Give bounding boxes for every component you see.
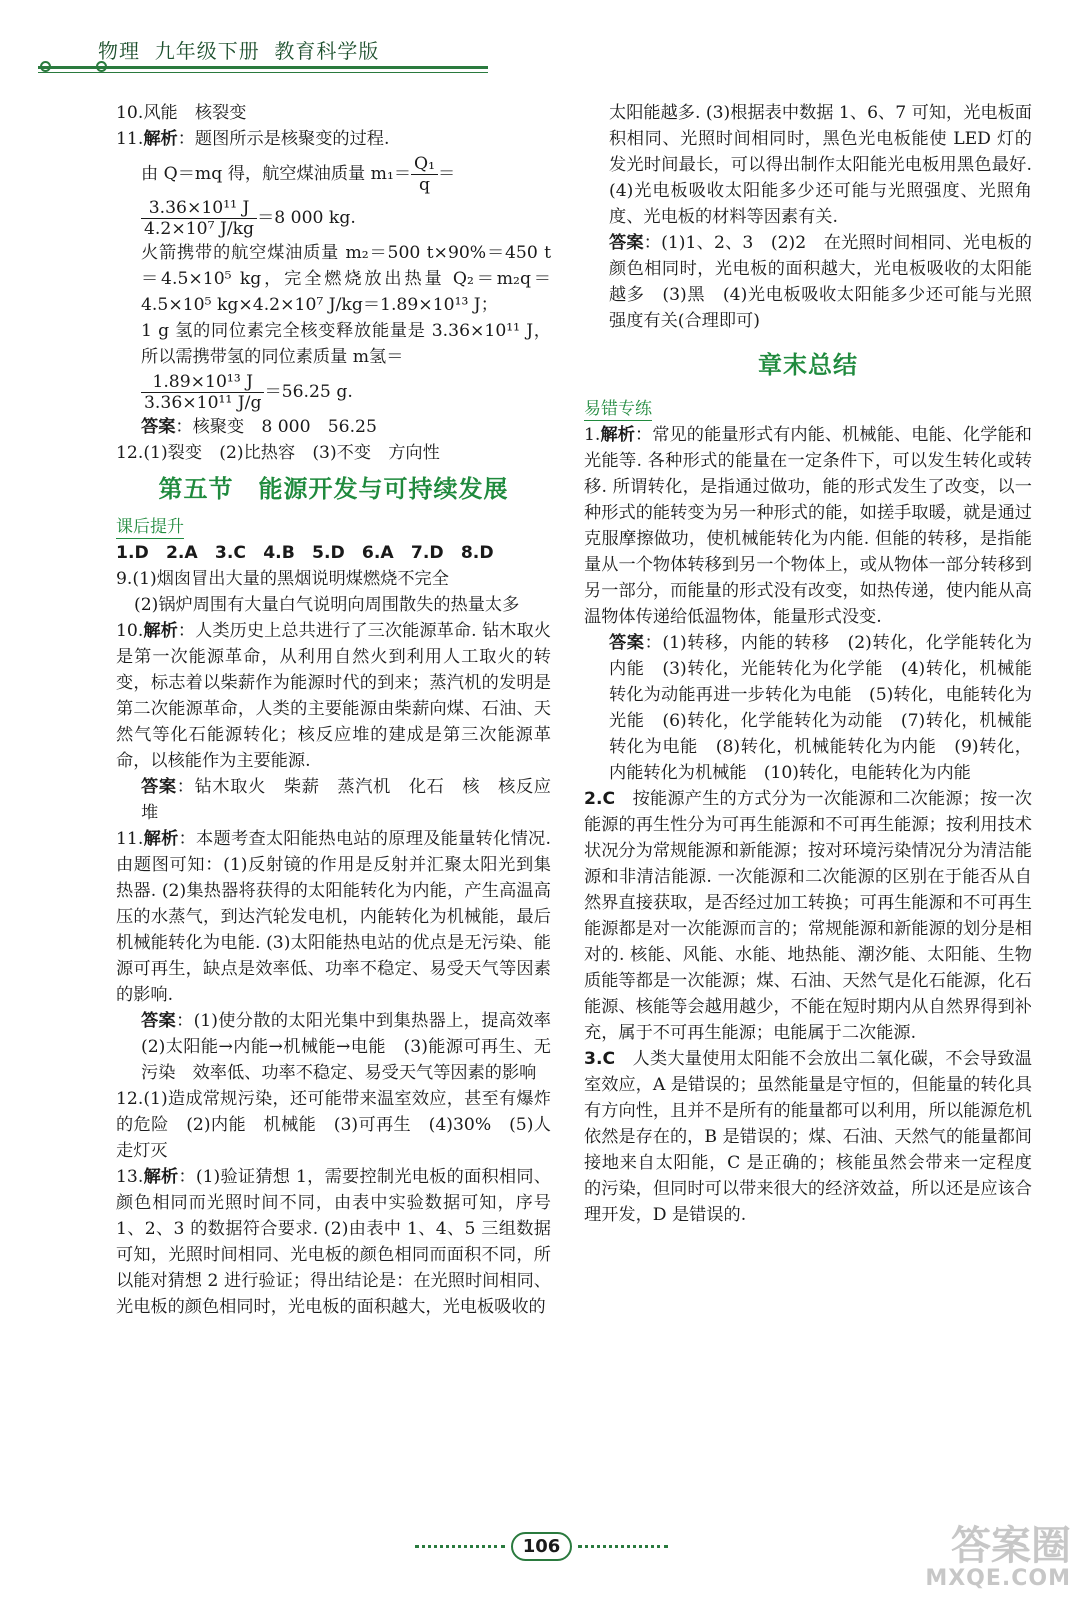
analysis-text: ：题图所示是核聚变的过程. [177, 129, 390, 149]
question-number: 10. [116, 621, 144, 641]
formula-text: ＝8 000 kg. [257, 208, 356, 228]
formula-text: ＝56.25 g. [264, 382, 353, 402]
answer-line [116, 774, 551, 826]
question-number: 13. [116, 1167, 144, 1187]
answer-text: ：(1)转移，内能的转移 (2)转化，化学能转化为内能 (3)转化，光能转化为化学能 (4)转化，机械能转化为动能再进一步转化为电能 (5)转化，电能转化为光能 (6)转化，化学能转化为动能 (7)转化，机械能转化为电能 (8)转化，机械能转化为内能 (9)转化，内能转化为机械能 (10)转化，电能转化为内能 [609, 633, 1032, 783]
watermark-text: 答案圈 [951, 1523, 1071, 1569]
question-number: 11. [116, 129, 144, 149]
answer-text: ：核聚变 8 000 56.25 [175, 417, 377, 437]
analysis-label: 解析 [143, 1167, 179, 1187]
answer-line [584, 230, 1032, 334]
choice-label: 3.C [584, 1049, 616, 1069]
answer-label: 答案 [609, 633, 645, 653]
running-header [38, 32, 498, 82]
analysis-text: ：常见的能量形式有内能、机械能、电能、化学能和光能等. 各种形式的能量在一定条件下，可以发生转化或转移. 所谓转化，是指通过做功，能的形式发生了改变，以一种形式的能转变为另一种形式的能，如搓手取暖，就是通过克服摩擦做功，使机械能转化为内能. 但能的转移，是指能量从一个物体转移到另一个物体上，或从物体一部分转移到另一部分，而能量的形式没有改变，如热传递，使内能从高温物体传递给低温物体，能量形式没变. [584, 425, 1032, 627]
answer-q9-2: (2)锅炉周围有大量白气说明向周围散失的热量太多 [134, 595, 520, 615]
answer-line [584, 630, 1032, 786]
formula-line [116, 152, 551, 196]
fraction-numerator: 1.89×10¹³ J [141, 372, 264, 393]
answer-q13 [116, 1164, 551, 1320]
answer-q10: 10.风能 核裂变 [116, 103, 247, 123]
right-column [584, 100, 1032, 1228]
header-title: 物理 九年级下册 教育科学版 [98, 39, 380, 63]
answer-q12: 12.(1)裂变 (2)比热容 (3)不变 方向性 [116, 443, 440, 463]
error-q1 [584, 422, 1032, 630]
question-number: 11. [116, 829, 144, 849]
analysis-label: 解析 [143, 829, 179, 849]
answer-q12b: 12.(1)造成常规污染，还可能带来温室效应，甚至有爆炸的危险 (2)内能 机械能 (3)可再生 (4)30% (5)人走灯灭 [116, 1089, 551, 1161]
analysis-text: 太阳能越多. (3)根据表中数据 1、6、7 可知，光电板面积相同、光照时间相同时，黑色光电板能使 LED 灯的发光时间最长，可以得出制作太阳能光电板用黑色最好. (4)光电板吸收太阳能多少还可能与光照强度、光照角度、光电板的材料等因素有关. [609, 103, 1032, 227]
fraction-denominator: q [419, 175, 431, 195]
subhead-errors: 易错专练 [584, 399, 652, 419]
answer-q11 [116, 126, 551, 152]
fraction-denominator: 3.36×10¹¹ J/g [144, 393, 262, 413]
formula-line [116, 370, 551, 414]
header-rule-thin [38, 72, 488, 73]
watermark-url: MXQE.COM [925, 1566, 1071, 1591]
answer-label: 答案 [141, 417, 176, 437]
analysis-label: 解析 [143, 129, 178, 149]
choice-answers: 1.D 2.A 3.C 4.B 5.D 6.A 7.D 8.D [116, 543, 494, 563]
answer-line [116, 414, 551, 440]
subhead-after-class: 课后提升 [116, 517, 184, 537]
answer-q9-1: 9.(1)烟囱冒出大量的黑烟说明煤燃烧不完全 [116, 569, 449, 589]
analysis-label: 解析 [600, 425, 636, 445]
fraction-denominator: 4.2×10⁷ J/kg [144, 219, 255, 239]
chapter-summary-title: 章末总结 [758, 351, 858, 379]
analysis-text: 1 g 氢的同位素完全核变释放能量是 3.36×10¹¹ J，所以需携带氢的同位素质量 m氢＝ [141, 321, 551, 367]
analysis-label: 解析 [143, 621, 178, 641]
answer-label: 答案 [141, 777, 177, 797]
answer-text: ：钻木取火 柴薪 蒸汽机 化石 核 核反应堆 [141, 777, 551, 823]
fraction-numerator: 3.36×10¹¹ J [141, 198, 257, 219]
answer-q10b [116, 618, 551, 774]
fraction [141, 372, 264, 413]
watermark-logo [911, 1524, 1071, 1590]
answer-text: ：(1)1、2、3 (2)2 在光照时间相同、光电板的颜色相同时，光电板的面积越大，光电板吸收的太阳能越多 (3)黑 (4)光电板吸收太阳能多少还可能与光照强度有关(合理即可) [609, 233, 1032, 331]
choice-label: 2.C [584, 789, 616, 809]
question-number: 1. [584, 425, 601, 445]
answer-line [116, 1008, 569, 1086]
error-q2 [584, 786, 1032, 1046]
section-title: 第五节 能源开发与可持续发展 [158, 475, 509, 503]
header-rule [38, 66, 488, 69]
analysis-text: 按能源产生的方式分为一次能源和二次能源；按一次能源的再生性分为可再生能源和不可再生能源；按利用技术状况分为常规能源和新能源；按对环境污染情况分为清洁能源和非清洁能源. 一次能源和二次能源的区别在于能否从自然界直接获取，是否经过加工转换；可再生能源和不可再生能源都是对一次能源而言的；常规能源和新能源的划分是相对的. 核能、风能、水能、地热能、潮汐能、太阳能、生物质能等都是一次能源；煤、石油、天然气是化石能源，化石能源、核能等会越用越少，不能在短时期内从自然界得到补充，属于不可再生能源；电能属于二次能源. [584, 789, 1032, 1043]
formula-line [116, 196, 551, 240]
fraction-numerator: Q₁ [411, 154, 438, 175]
page-number: 106 [511, 1532, 573, 1561]
fraction [141, 198, 257, 239]
answer-label: 答案 [141, 1011, 177, 1031]
answer-label: 答案 [609, 233, 644, 253]
footer-dots [415, 1545, 505, 1548]
answer-text: ：(1)使分散的太阳光集中到集热器上，提高效率 (2)太阳能→内能→机械能→电能 (3)能源可再生、无污染 效率低、功率不稳定、易受天气等因素的影响 [141, 1011, 569, 1083]
analysis-text: ：人类历史上总共进行了三次能源革命. 钻木取火是第一次能源革命，从利用自然火到利用人工取火的转变，标志着以柴薪作为能源时代的到来；蒸汽机的发明是第二次能源革命，人类的主要能源由柴薪向煤、石油、天然气等化石能源转化；核反应堆的建成是第三次能源革命，以核能作为主要能源. [116, 621, 551, 771]
footer-dots [578, 1545, 668, 1548]
answer-q11b [116, 826, 551, 1008]
analysis-text: ：(1)验证猜想 1，需要控制光电板的面积相同、颜色相同而光照时间不同，由表中实验数据可知，序号 1、2、3 的数据符合要求. (2)由表中 1、4、5 三组数据可知，光照时间相同、光电板的颜色相同而面积不同，所以能对猜想 2 进行验证；得出结论是：在光照时间相同、光电板的颜色相同时，光电板的面积越大，光电板吸收的 [116, 1167, 551, 1317]
error-q3 [584, 1046, 1032, 1228]
analysis-text: 火箭携带的航空煤油质量 m₂＝500 t×90%＝450 t＝4.5×10⁵ kg，完全燃烧放出热量 Q₂＝m₂q＝4.5×10⁵ kg×4.2×10⁷ J/kg＝1.89×10¹³ J； [141, 243, 551, 315]
fraction [411, 154, 438, 195]
analysis-text: 人类大量使用太阳能不会放出二氧化碳，不会导致温室效应，A 是错误的；虽然能量是守恒的，但能量的转化具有方向性，且并不是所有的能量都可以利用，所以能源危机依然是存在的，B 是错误的；煤、石油、天然气的能量都间接地来自太阳能，C 是正确的；核能虽然会带来一定程度的污染，但同时可以带来很大的经济效益，所以还是应该合理开发，D 是错误的. [584, 1049, 1032, 1225]
formula-text: ＝ [438, 164, 456, 184]
left-column [116, 100, 569, 1320]
analysis-text: ：本题考查太阳能热电站的原理及能量转化情况. 由题图可知：(1)反射镜的作用是反射并汇聚太阳光到集热器. (2)集热器将获得的太阳能转化为内能，产生高温高压的水蒸气，到达汽轮发电机，内能转化为机械能，最后机械能转化为电能. (3)太阳能热电站的优点是无污染、能源可再生，缺点是效率低、功率不稳定、易受天气等因素的影响. [116, 829, 551, 1005]
formula-text: 由 Q＝mq 得，航空煤油质量 m₁＝ [141, 164, 412, 184]
